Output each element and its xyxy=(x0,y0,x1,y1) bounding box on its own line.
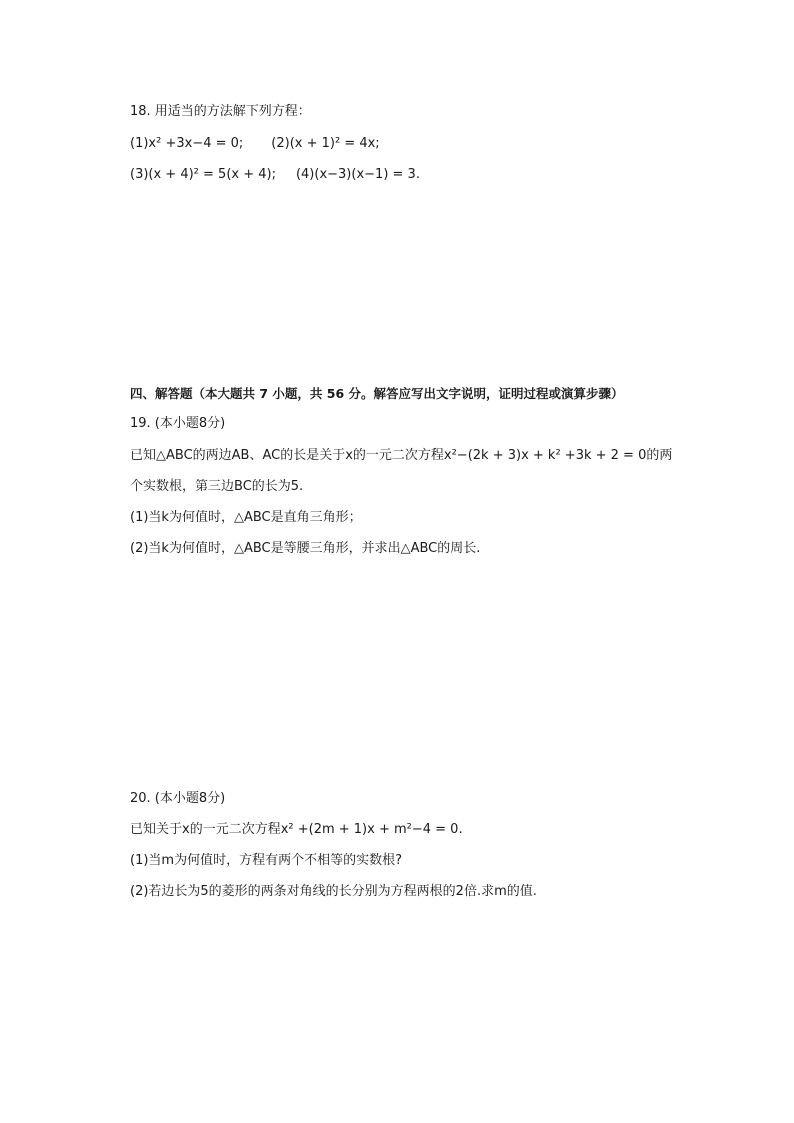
equation-4: (4)(x−3)(x−1) = 3. xyxy=(295,167,420,182)
question-20-stem: 已知关于x的一元二次方程x² +(2m + 1)x + m²−4 = 0. xyxy=(130,822,463,837)
question-18-row-1 xyxy=(130,135,380,153)
equation-1: (1)x² +3x−4 = 0; xyxy=(130,136,244,151)
question-19-part-2: (2)当k为何值时，△ABC是等腰三角形，并求出△ABC的周长. xyxy=(130,541,481,556)
question-20-header: 20. (本小题8分) xyxy=(130,791,226,806)
question-18-title: 18. 用适当的方法解下列方程： xyxy=(130,104,311,119)
section-heading: 四、解答题（本大题共 7 小题，共 56 分。解答应写出文字说明，证明过程或演算步骤） xyxy=(130,386,624,401)
question-19-part-1: (1)当k为何值时，△ABC是直角三角形； xyxy=(130,510,362,525)
equation-2: (2)(x + 1)² = 4x; xyxy=(271,136,380,151)
question-19-stem-line-2: 个实数根，第三边BC的长为5. xyxy=(130,479,304,494)
question-20-part-1: (1)当m为何值时，方程有两个不相等的实数根? xyxy=(130,853,402,868)
equation-3: (3)(x + 4)² = 5(x + 4); xyxy=(130,167,276,182)
question-20-part-2: (2)若边长为5的菱形的两条对角线的长分别为方程两根的2倍.求m的值. xyxy=(130,884,537,899)
question-18-row-2 xyxy=(130,166,420,184)
question-19-stem-line-1: 已知△ABC的两边AB、AC的长是关于x的一元二次方程x²−(2k + 3)x + k² +3k + 2 = 0的两 xyxy=(130,448,673,463)
question-19-header: 19. (本小题8分) xyxy=(130,416,226,431)
